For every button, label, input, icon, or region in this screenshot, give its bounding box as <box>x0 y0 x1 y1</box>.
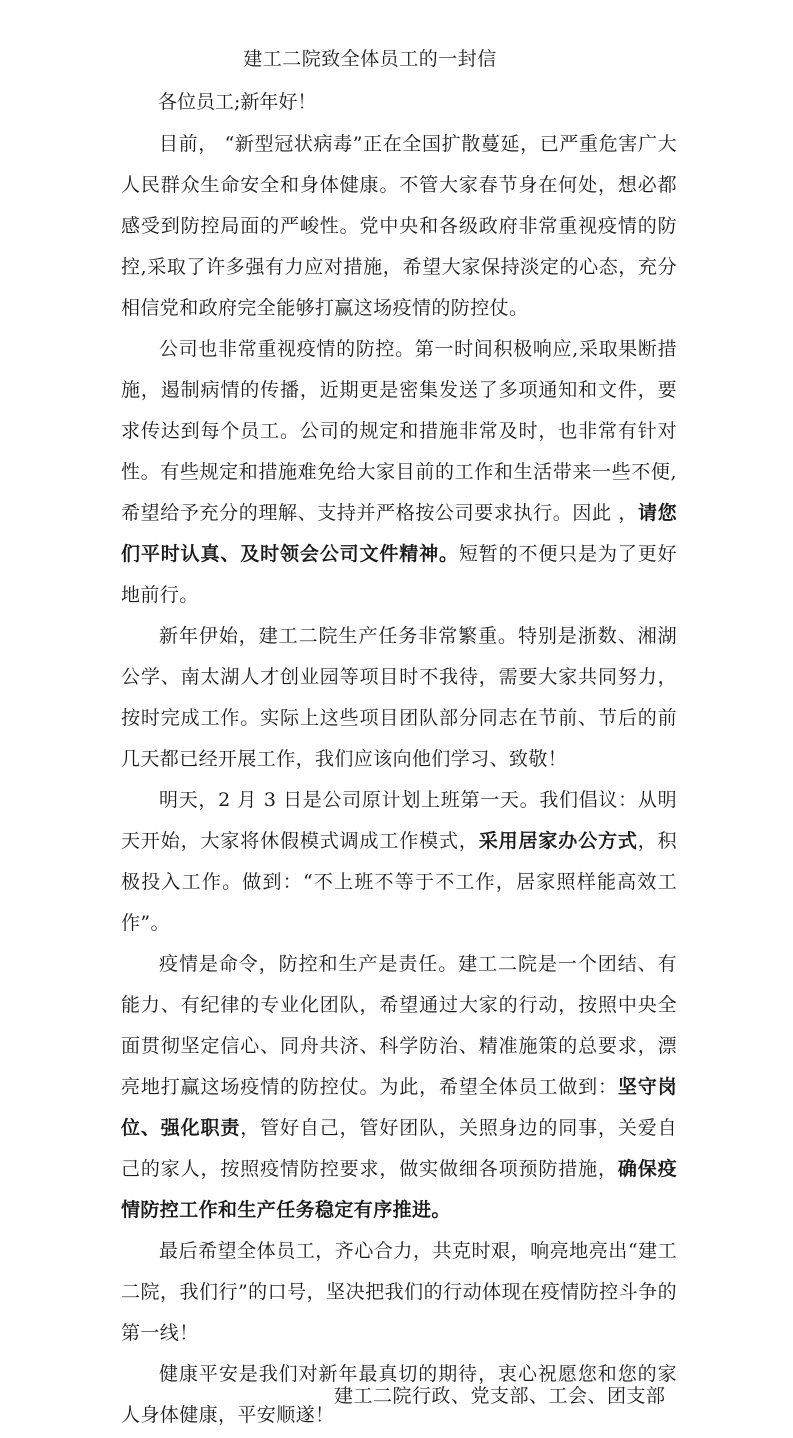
paragraph-text: 明天，2 月 3 日是公司原计划上班第一天。我们倡议：从明天开始，大家将休假模式调成工作模式， <box>121 789 677 852</box>
paragraph-text: 疫情是命令，防控和生产是责任。建工二院是一个团结、有能力、有纪律的专业化团队，希望通过大家的行动，按照中央全面贯彻坚定信心、同舟共济、科学防治、精准施策的总要求，漂亮地打赢这场疫情的防控仗。为此，希望全体员工做到： <box>121 953 677 1098</box>
paragraph-text: 健康平安是我们对新年最真切的期待，衷心祝愿您和您的家人身体健康，平安顺遂！ <box>121 1363 677 1426</box>
paragraph-text: 公司也非常重视疫情的防控。第一时间积极响应,采取果断措施，遏制病情的传播，近期更是密集发送了多项通知和文件，要求传达到每个员工。公司的规定和措施非常及时，也非常有针对性。有些规定和措施难免给大家目前的工作和生活带来一些不便,希望给予充分的理解、支持并严格按公司要求执行。因此 ， <box>121 338 677 524</box>
paragraph-text: 新年伊始，建工二院生产任务非常繁重。特别是浙数、湘湖公学、南太湖人才创业园等项目时不我待，需要大家共同努力，按时完成工作。实际上这些项目团队部分同志在节前、节后的前几天都已经开展工作，我们应该向他们学习、致敬！ <box>121 625 677 770</box>
paragraph-text: ，积极投入工作。做到：“不上班不等于不工作，居家照样能高效工作”。 <box>121 830 678 934</box>
paragraph-remote-work <box>121 780 677 944</box>
paragraph-company-measures <box>121 329 677 616</box>
paragraph-text: 短暂的不便只是为了更好地前行。 <box>121 543 677 606</box>
letter-body <box>121 124 677 1436</box>
emphasis-text: 请您们平时认真、及时领会公司文件精神。 <box>121 502 677 565</box>
letter-title: 建工二院致全体员工的一封信 <box>243 48 497 70</box>
signature: 建工二院行政、党支部、工会、团支部 <box>334 1385 666 1407</box>
paragraph-situation <box>121 124 677 329</box>
paragraph-production-tasks <box>121 616 677 780</box>
paragraph-closing-call <box>121 1231 677 1354</box>
emphasis-text: 采用居家办公方式 <box>478 830 638 852</box>
paragraph-text: 目前， “新型冠状病毒”正在全国扩散蔓延，已严重危害广大人民群众生命安全和身体健康。不管大家春节身在何处，想必都感受到防控局面的严峻性。党中央和各级政府非常重视疫情的防控,采取了许多强有力应对措施，希望大家保持淡定的心态，充分相信党和政府完全能够打赢这场疫情的防控仗。 <box>121 133 677 319</box>
emphasis-text: 确保疫情防控工作和生产任务稳定有序推进。 <box>121 1158 677 1221</box>
salutation: 各位员工;新年好！ <box>158 91 317 113</box>
paragraph-text: ，管好自己，管好团队，关照身边的同事，关爱自己的家人，按照疫情防控要求，做实做细各项预防措施， <box>121 1117 677 1180</box>
paragraph-text: 最后希望全体员工，齐心合力，共克时艰，响亮地亮出“建工二院，我们行”的口号，坚决把我们的行动体现在疫情防控斗争的第一线！ <box>121 1240 677 1344</box>
emphasis-text: 坚守岗位、强化职责 <box>121 1076 677 1139</box>
paragraph-responsibility <box>121 944 677 1231</box>
